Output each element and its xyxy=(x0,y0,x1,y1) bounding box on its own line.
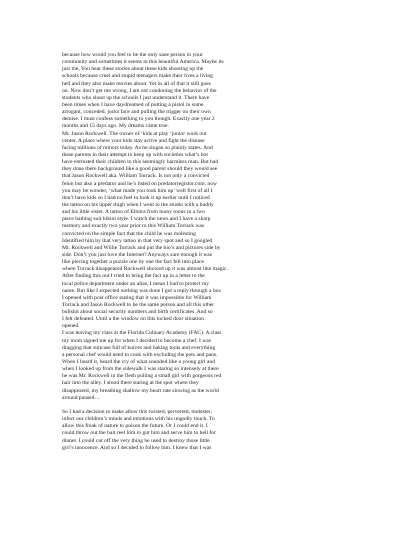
text-line: local police department under an alias, I mean I had to protect my xyxy=(62,280,210,287)
text-line: opened. xyxy=(62,323,80,330)
text-line: hell and they also make movies about. Yet in all of that it still goes xyxy=(62,80,211,87)
text-line: and his little sister. A tattoo of Elmira from loony toons in a two xyxy=(62,209,205,216)
text-line: infect our children’s minds and emotions with his ungodly touch. To xyxy=(62,416,215,423)
text-line: name. But like I expected nothing was done I got a reply through a box xyxy=(62,287,222,294)
text-line: felon but also a predator and he’s listed on predatorregistor.com. now xyxy=(62,180,218,187)
text-line: have entrusted their children to this seemingly harmless man. But had xyxy=(62,159,219,166)
text-line: piece bathing suit bikini style. I watch the news and I have a sharp xyxy=(62,216,211,223)
text-line: like piecing together a puzzle one by one the fact fell into place xyxy=(62,259,204,266)
text-line: dragging that suitcase full of knives and baking tools and everything xyxy=(62,344,216,351)
text-line: I was leaving my class at the Florida Culinary Academy (FAC). A class xyxy=(62,330,222,337)
text-line: disappeared, my breathing shallow my heart rate slowing as the world xyxy=(62,387,219,394)
text-line: bullshit about social security numbers and birth certificates. And so xyxy=(62,309,213,316)
text-line: when I looked up from the sidewalk I was staring so intensely at there xyxy=(62,366,219,373)
text-line: a personal chef would need to cook with excluding the pots and pans. xyxy=(62,351,218,358)
text-line: When I heard it, heard the cry of what sounded like a young girl and xyxy=(62,359,216,366)
text-line: he was Mr. Rockwell in the flesh pulling a small girl with gorgeous red xyxy=(62,373,222,380)
text-line: these parents in their attempt to keep up with societies what’s hot xyxy=(62,151,208,158)
text-line: don’t have kids so I had no fuel to look it up earlier until I noticed xyxy=(62,194,210,201)
text-line: schools because cruel and stupid teenagers make their lives a living xyxy=(62,73,213,80)
text-line: girl’s innocence. And so I decided to follow him. I knew that I was xyxy=(62,444,212,451)
text-line: on. Now don’t get me wrong, I am not condoning the behavior of the xyxy=(62,87,217,94)
text-line: facing millions of minors today. As he slogan so plainly states. And xyxy=(62,144,213,151)
text-line: the tattoo on his upper thigh when I went to the studio with a buddy xyxy=(62,201,214,208)
paragraph xyxy=(62,52,362,402)
text-line: just me, You hear these stories about these kids shooting up the xyxy=(62,66,204,73)
text-line: So I had a decision to make allow this twisted, perverted, molester, xyxy=(62,409,212,416)
text-line: they done there background like a good parent should they would see xyxy=(62,166,218,173)
text-line: arrogant, conceded, jocks face and pulling the trigger on their own xyxy=(62,109,211,116)
text-line: students who shoot up the schools I just understand it. There have xyxy=(62,94,210,101)
text-line: months and 15 days ago. My dreams came true. xyxy=(62,123,169,130)
text-line: convicted on the simple fact that the child he was molesting xyxy=(62,230,196,237)
text-line: because how would you feel to be the only sane person in your xyxy=(62,52,203,58)
text-line: After finding this out I tried to bring the fact up in a letter to the xyxy=(62,273,205,280)
text-line: you may be wonder, ‘what made you look him up’ well first of all I xyxy=(62,187,213,194)
text-line: hair into the alley. I stood there staring at the spot where they xyxy=(62,380,199,387)
paragraph-gap xyxy=(62,402,362,409)
text-line: around paused… xyxy=(62,394,101,401)
text-line: Mr. Jason Rockwell. The owner of ‘kids at play ‘junior work out xyxy=(62,130,207,137)
text-line: my mom signed me up for when I decided to become a chef. I was xyxy=(62,337,211,344)
text-line: Torrack and Jason Rockwell to be the same person and all this other xyxy=(62,301,215,308)
text-line: been times when I have daydreamed of putting a pistol in some xyxy=(62,101,204,108)
text-line: demise. I must confess something to you though. Exactly one year 2 xyxy=(62,116,215,123)
text-line: allow this freak of nature to poison the future. Or I could end it. I xyxy=(62,423,208,430)
text-line: dinner. I could cut off the very thing he used to destroy those little xyxy=(62,437,210,444)
text-line: that Jason Rockwell aka. William Torrack. Is not only a convicted xyxy=(62,173,210,180)
text-line: I felt defeated. Until a the window on this locked door situation xyxy=(62,316,204,323)
text-line: memory and exactly two year prior to this William Torrack was xyxy=(62,223,205,230)
document-body xyxy=(62,52,362,452)
paragraph xyxy=(62,409,362,452)
text-line: where Torrack disappeared Rockwell showed up it was almost like magic. xyxy=(62,266,228,273)
text-line: Mr. Rockwell and Willie Torrack and put the bio’s and pictures side by xyxy=(62,244,221,251)
text-line: could throw out the bait reel him in gut him and serve him to hell for xyxy=(62,430,216,437)
text-line: Identified him by that very tattoo in that very spot and so I googled xyxy=(62,237,213,244)
text-line: community and sometimes it seems in this beautiful America. Maybe its xyxy=(62,59,224,66)
text-line: side. Don’t you just love the Internet? Anyways sure enough it was xyxy=(62,251,212,258)
text-line: center. A place where your kids stay active and fight the disease xyxy=(62,137,205,144)
text-line: I opened with post office stating that it was impossible for William xyxy=(62,294,212,301)
